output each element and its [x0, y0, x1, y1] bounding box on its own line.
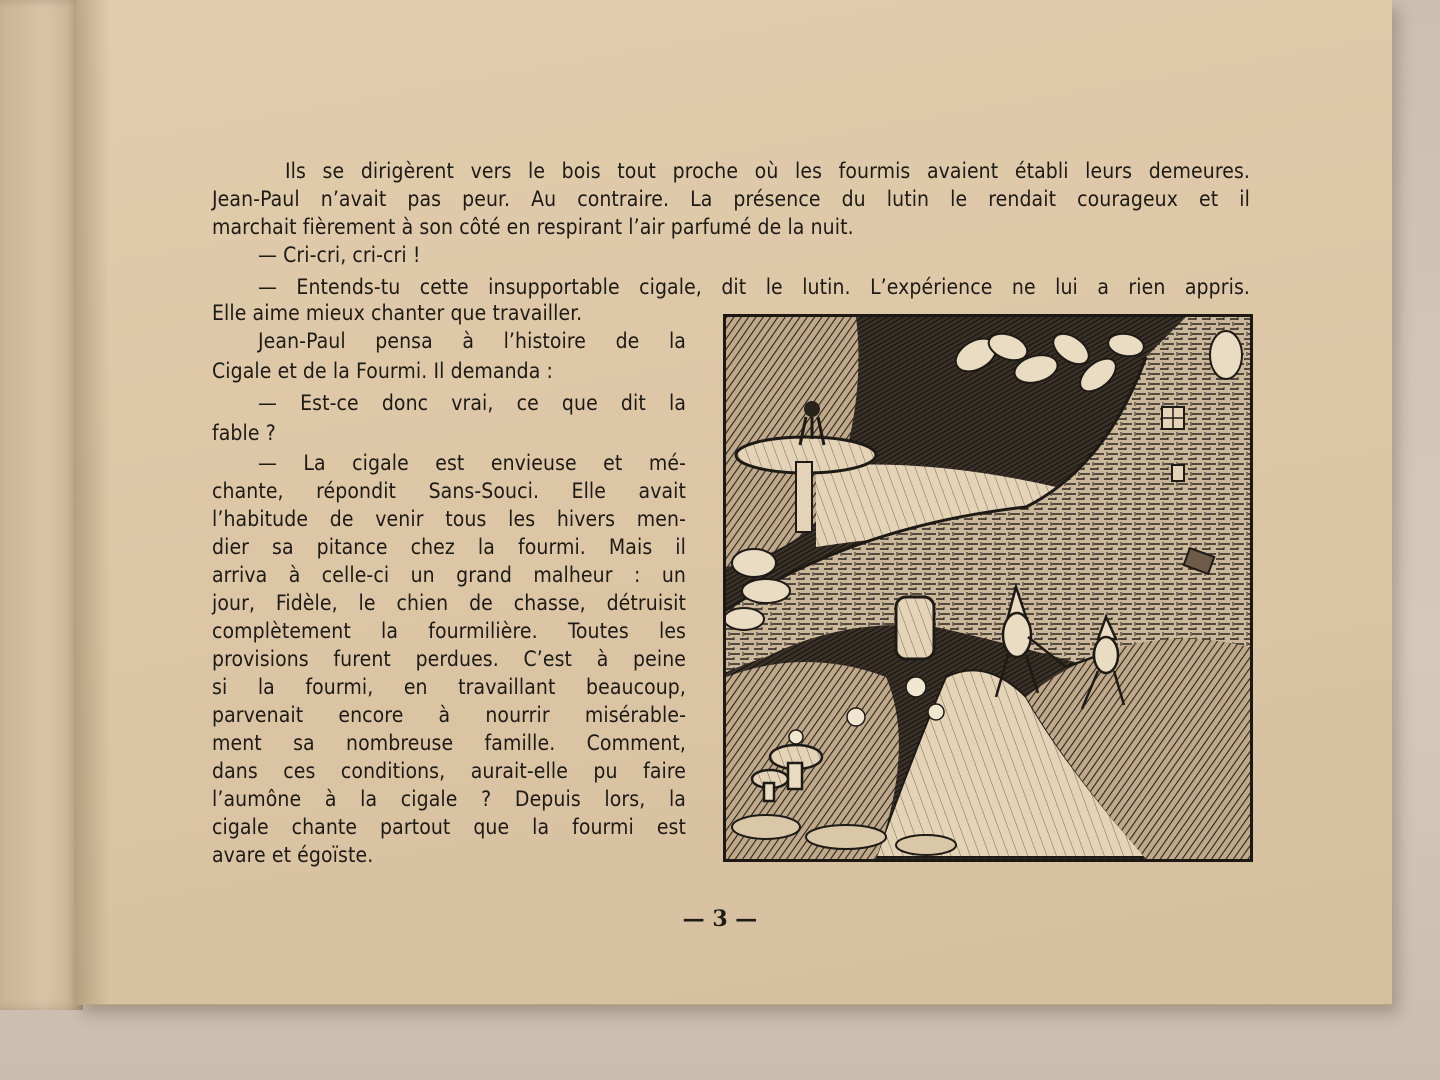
text-line: fable ? — [212, 421, 276, 445]
text-line: Elle aime mieux chanter que travailler. — [212, 301, 583, 325]
forest-illustration — [723, 314, 1253, 862]
illustration-drawing — [726, 317, 1250, 859]
text-line: jour, Fidèle, le chien de chasse, détruisit — [212, 591, 686, 615]
page-number: — 3 — — [682, 906, 758, 932]
text-line: l’habitude de venir tous les hivers men- — [212, 507, 686, 531]
text-line: Jean-Paul pensa à l’histoire de la — [258, 329, 686, 353]
text-line: parvenait encore à nourrir misérable- — [212, 703, 686, 727]
text-line: — Cri-cri, cri-cri ! — [258, 243, 421, 267]
text-line: chante, répondit Sans-Souci. Elle avait — [212, 479, 686, 503]
text-line: — La cigale est envieuse et mé- — [258, 451, 686, 475]
text-line: dier sa pitance chez la fourmi. Mais il — [212, 535, 686, 559]
facing-page-edge — [0, 0, 83, 1010]
text-line: dans ces conditions, aurait-elle pu faire — [212, 759, 686, 783]
text-line: avare et égoïste. — [212, 843, 374, 867]
text-line: si la fourmi, en travaillant beaucoup, — [212, 675, 686, 699]
text-line: Ils se dirigèrent vers le bois tout proche où les fourmis avaient établi leurs demeures. — [285, 159, 1250, 183]
text-line: provisions furent perdues. C’est à peine — [212, 647, 686, 671]
text-line: complètement la fourmilière. Toutes les — [212, 619, 686, 643]
text-line: — Est-ce donc vrai, ce que dit la — [258, 391, 686, 415]
text-line: marchait fièrement à son côté en respirant l’air parfumé de la nuit. — [212, 215, 854, 239]
text-line: arriva à celle-ci un grand malheur : un — [212, 563, 686, 587]
text-line: l’aumône à la cigale ? Depuis lors, la — [212, 787, 686, 811]
gutter-shadow — [76, 0, 110, 1004]
text-line: Cigale et de la Fourmi. Il demanda : — [212, 359, 554, 383]
text-line: Jean-Paul n’avait pas peur. Au contraire. La présence du lutin le rendait courageux et il — [212, 187, 1250, 211]
text-line: ment sa nombreuse famille. Comment, — [212, 731, 686, 755]
text-line: cigale chante partout que la fourmi est — [212, 815, 686, 839]
text-line: — Entends-tu cette insupportable cigale, dit le lutin. L’expérience ne lui a rien appris. — [258, 275, 1250, 299]
